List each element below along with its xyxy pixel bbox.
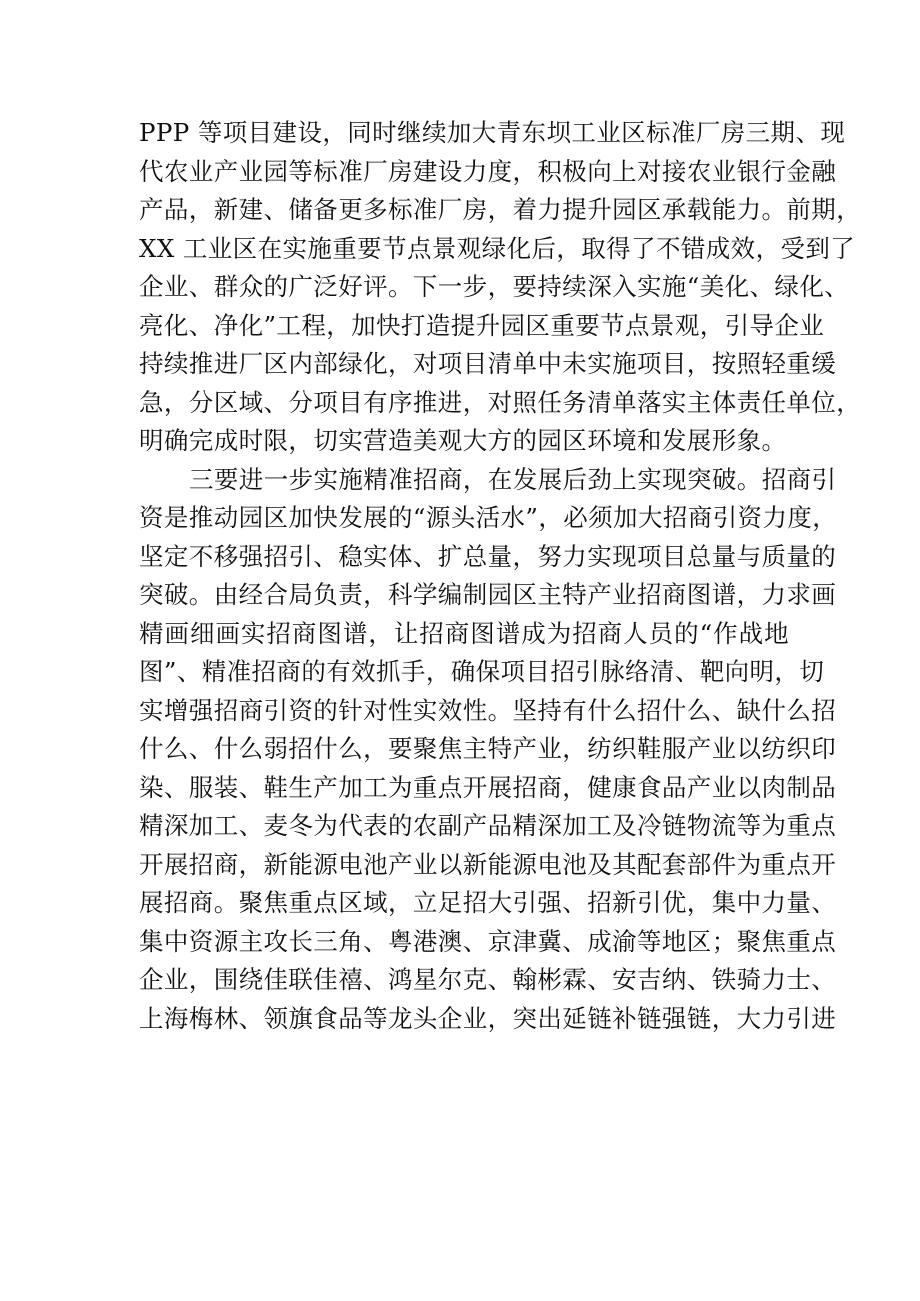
text-line: PPP 等项目建设，同时继续加大青东坝工业区标准厂房三期、现	[139, 118, 846, 147]
text-line: 精画细画实招商图谱，让招商图谱成为招商人员的“作战地	[139, 618, 789, 648]
text-line: 开展招商，新能源电池产业以新能源电池及其配套部件为重点开	[139, 849, 837, 879]
paragraph-1	[139, 114, 862, 461]
text-line: 什么、什么弱招什么，要聚焦主特产业，纺织鞋服产业以纺织印	[139, 734, 837, 763]
text-line: 急，分区域、分项目有序推进，对照任务清单落实主体责任单位，	[139, 387, 862, 417]
text-line: 亮化、净化”工程，加快打造提升园区重要节点景观，引导企业	[139, 310, 825, 340]
text-line: 上海梅林、领旗食品等龙头企业，突出延链补链强链，大力引进	[139, 1003, 837, 1033]
text-line: 精深加工、麦冬为代表的农副产品精深加工及冷链物流等为重点	[139, 811, 837, 840]
text-line: 集中资源主攻长三角、粤港澳、京津冀、成渝等地区；聚焦重点	[139, 926, 837, 956]
text-line: 企业、群众的广泛好评。下一步，要持续深入实施“美化、绿化、	[139, 272, 850, 301]
text-line: 染、服装、鞋生产加工为重点开展招商，健康食品产业以肉制品	[139, 772, 837, 802]
paragraph-2	[139, 461, 838, 1039]
text-line: 产品，新建、储备更多标准厂房，着力提升园区承载能力。前期，	[139, 195, 862, 224]
text-line: 资是推动园区加快发展的“源头活水”，必须加大招商引资力度，	[139, 503, 838, 532]
text-line: 实增强招商引资的针对性实效性。坚持有什么招什么、缺什么招	[139, 695, 837, 725]
text-line: 明确完成时限，切实营造美观大方的园区环境和发展形象。	[139, 426, 787, 455]
text-line: XX 工业区在实施重要节点景观绿化后，取得了不错成效，受到了	[139, 233, 856, 263]
document-body	[139, 114, 862, 1038]
text-line: 企业，围绕佳联佳禧、鸿星尔克、翰彬霖、安吉纳、铁骑力士、	[139, 965, 837, 994]
text-line: 图”、精准招商的有效抓手，确保项目招引脉络清、靶向明，切	[139, 657, 825, 686]
text-line: 展招商。聚焦重点区域，立足招大引强、招新引优，集中力量、	[139, 888, 837, 917]
text-line: 坚定不移强招引、稳实体、扩总量，努力实现项目总量与质量的	[139, 541, 837, 571]
text-line: 代农业产业园等标准厂房建设力度，积极向上对接农业银行金融	[139, 156, 837, 186]
text-line: 突破。由经合局负责，科学编制园区主特产业招商图谱，力求画	[139, 580, 837, 609]
text-line: 持续推进厂区内部绿化，对项目清单中未实施项目，按照轻重缓	[139, 349, 837, 378]
text-line: 三要进一步实施精准招商，在发展后劲上实现突破。招商引	[189, 464, 837, 494]
